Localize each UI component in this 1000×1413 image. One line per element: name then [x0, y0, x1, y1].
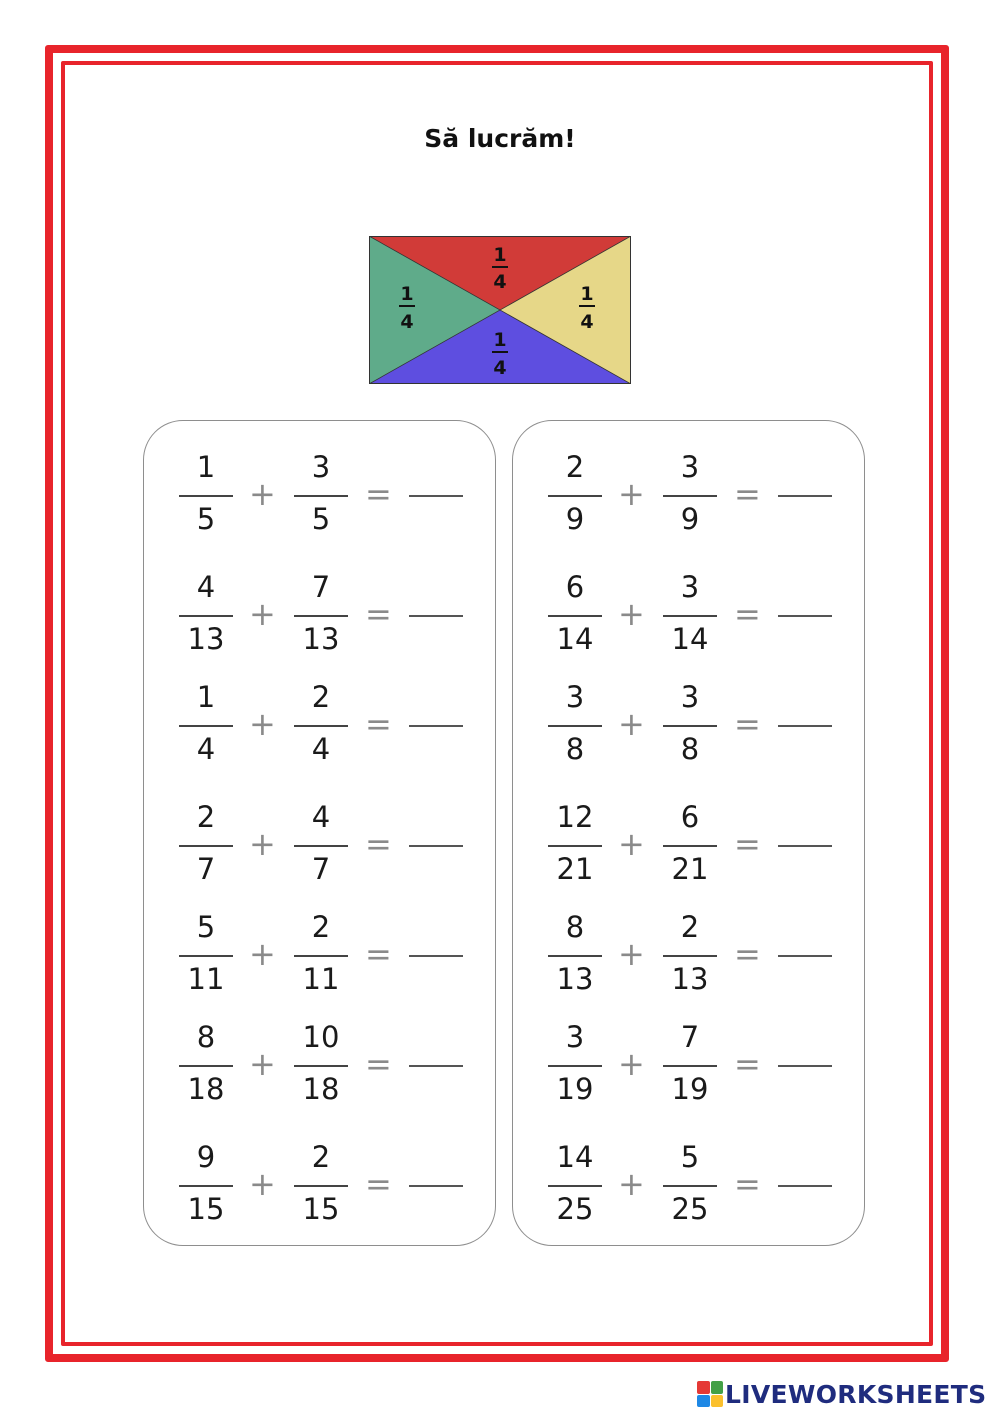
plus-sign: +	[618, 1165, 645, 1203]
equals-sign: =	[734, 705, 761, 743]
fraction-denominator: 21	[556, 852, 594, 886]
answer-blank[interactable]	[409, 725, 463, 727]
fraction-bar	[179, 955, 233, 957]
fraction-bar	[663, 495, 717, 497]
fraction-numerator: 8	[196, 1020, 216, 1054]
fraction-numerator: 8	[565, 910, 585, 944]
equals-sign: =	[734, 825, 761, 863]
fraction-denominator: 19	[556, 1072, 594, 1106]
fraction-denominator: 21	[671, 852, 709, 886]
liveworksheets-mark-icon	[697, 1381, 723, 1407]
equals-sign: =	[734, 935, 761, 973]
fraction-denominator: 25	[556, 1192, 594, 1226]
fraction-bar	[179, 845, 233, 847]
fraction-denominator: 13	[671, 962, 709, 996]
exercise-panel-right	[512, 420, 865, 1246]
fraction-denominator: 13	[556, 962, 594, 996]
diagram-label-right-den: 4	[580, 311, 594, 333]
fraction-numerator: 1	[196, 450, 216, 484]
fraction-denominator: 15	[187, 1192, 225, 1226]
fraction-denominator: 5	[196, 502, 216, 536]
fraction-numerator: 3	[565, 1020, 585, 1054]
fraction-numerator: 3	[680, 570, 700, 604]
equals-sign: =	[734, 1045, 761, 1083]
diagram-label-left-num: 1	[400, 283, 414, 305]
logo-square-red	[697, 1381, 710, 1394]
logo-square-green	[711, 1381, 724, 1394]
exercise-row	[144, 911, 495, 1011]
exercise-row	[144, 1141, 495, 1241]
fraction-bar	[548, 1185, 602, 1187]
fraction-bar	[179, 615, 233, 617]
fraction-numerator: 2	[196, 800, 216, 834]
liveworksheets-logo	[697, 1379, 986, 1409]
fraction-bar	[294, 1065, 348, 1067]
fraction-numerator: 5	[680, 1140, 700, 1174]
fraction-bar	[294, 955, 348, 957]
equals-sign: =	[365, 705, 392, 743]
plus-sign: +	[618, 825, 645, 863]
equals-sign: =	[365, 1165, 392, 1203]
answer-blank[interactable]	[778, 495, 832, 497]
fraction-denominator: 19	[671, 1072, 709, 1106]
fraction-bar	[548, 725, 602, 727]
fraction-rectangle-diagram	[369, 236, 631, 384]
fraction-numerator: 1	[196, 680, 216, 714]
fraction-numerator: 5	[196, 910, 216, 944]
exercise-row	[513, 571, 864, 671]
fraction-bar	[294, 1185, 348, 1187]
fraction-bar	[548, 495, 602, 497]
fraction-numerator: 7	[311, 570, 331, 604]
answer-blank[interactable]	[409, 615, 463, 617]
plus-sign: +	[618, 1045, 645, 1083]
fraction-denominator: 11	[302, 962, 340, 996]
fraction-numerator: 10	[302, 1020, 340, 1054]
plus-sign: +	[618, 935, 645, 973]
exercise-row	[513, 451, 864, 551]
answer-blank[interactable]	[778, 725, 832, 727]
fraction-bar	[663, 725, 717, 727]
plus-sign: +	[618, 595, 645, 633]
exercise-row	[513, 1021, 864, 1121]
fraction-denominator: 14	[671, 622, 709, 656]
diagram-label-top-num: 1	[493, 244, 507, 266]
equals-sign: =	[365, 1045, 392, 1083]
equals-sign: =	[734, 1165, 761, 1203]
plus-sign: +	[249, 595, 276, 633]
answer-blank[interactable]	[778, 1065, 832, 1067]
fraction-numerator: 4	[196, 570, 216, 604]
fraction-bar	[663, 615, 717, 617]
fraction-numerator: 3	[311, 450, 331, 484]
fraction-bar	[179, 1185, 233, 1187]
fraction-numerator: 4	[311, 800, 331, 834]
fraction-numerator: 2	[311, 680, 331, 714]
answer-blank[interactable]	[778, 1185, 832, 1187]
fraction-bar	[294, 725, 348, 727]
exercise-row	[144, 451, 495, 551]
equals-sign: =	[365, 475, 392, 513]
worksheet-title: Să lucrăm!	[424, 124, 576, 153]
equals-sign: =	[365, 825, 392, 863]
plus-sign: +	[249, 705, 276, 743]
fraction-bar	[663, 1185, 717, 1187]
plus-sign: +	[249, 475, 276, 513]
logo-square-blue	[697, 1395, 710, 1408]
fraction-denominator: 15	[302, 1192, 340, 1226]
fraction-denominator: 9	[565, 502, 585, 536]
fraction-denominator: 4	[196, 732, 216, 766]
exercise-row	[513, 801, 864, 901]
answer-blank[interactable]	[409, 845, 463, 847]
fraction-bar	[548, 845, 602, 847]
fraction-denominator: 14	[556, 622, 594, 656]
fraction-denominator: 13	[187, 622, 225, 656]
diagram-label-left-den: 4	[400, 311, 414, 333]
exercise-row	[513, 911, 864, 1011]
diagram-label-right-num: 1	[580, 283, 594, 305]
fraction-numerator: 2	[680, 910, 700, 944]
answer-blank[interactable]	[409, 495, 463, 497]
equals-sign: =	[365, 935, 392, 973]
exercise-row	[513, 1141, 864, 1241]
fraction-denominator: 5	[311, 502, 331, 536]
fraction-denominator: 25	[671, 1192, 709, 1226]
fraction-denominator: 11	[187, 962, 225, 996]
fraction-numerator: 14	[556, 1140, 594, 1174]
answer-blank[interactable]	[778, 845, 832, 847]
exercise-row	[144, 1021, 495, 1121]
fraction-denominator: 18	[187, 1072, 225, 1106]
fraction-numerator: 2	[311, 1140, 331, 1174]
exercise-row	[144, 801, 495, 901]
plus-sign: +	[249, 1045, 276, 1083]
fraction-numerator: 9	[196, 1140, 216, 1174]
answer-blank[interactable]	[778, 955, 832, 957]
answer-blank[interactable]	[409, 1065, 463, 1067]
fraction-numerator: 6	[565, 570, 585, 604]
fraction-bar	[663, 1065, 717, 1067]
answer-blank[interactable]	[778, 615, 832, 617]
fraction-denominator: 4	[311, 732, 331, 766]
plus-sign: +	[618, 475, 645, 513]
exercise-row	[144, 571, 495, 671]
fraction-numerator: 2	[565, 450, 585, 484]
fraction-bar	[548, 955, 602, 957]
equals-sign: =	[365, 595, 392, 633]
logo-square-yellow	[711, 1395, 724, 1408]
fraction-numerator: 7	[680, 1020, 700, 1054]
fraction-numerator: 3	[680, 450, 700, 484]
fraction-numerator: 12	[556, 800, 594, 834]
exercise-panel-left	[143, 420, 496, 1246]
fraction-bar	[179, 1065, 233, 1067]
fraction-denominator: 8	[680, 732, 700, 766]
fraction-denominator: 9	[680, 502, 700, 536]
fraction-bar	[294, 495, 348, 497]
fraction-numerator: 3	[565, 680, 585, 714]
fraction-bar	[294, 845, 348, 847]
equals-sign: =	[734, 595, 761, 633]
equals-sign: =	[734, 475, 761, 513]
fraction-bar	[663, 845, 717, 847]
fraction-denominator: 7	[196, 852, 216, 886]
fraction-bar	[294, 615, 348, 617]
fraction-denominator: 13	[302, 622, 340, 656]
fraction-numerator: 6	[680, 800, 700, 834]
fraction-denominator: 8	[565, 732, 585, 766]
diagram-label-top-den: 4	[493, 271, 507, 293]
fraction-numerator: 2	[311, 910, 331, 944]
plus-sign: +	[249, 825, 276, 863]
plus-sign: +	[249, 1165, 276, 1203]
plus-sign: +	[618, 705, 645, 743]
fraction-denominator: 7	[311, 852, 331, 886]
plus-sign: +	[249, 935, 276, 973]
diagram-label-bottom-den: 4	[493, 357, 507, 379]
liveworksheets-logo-text: LIVEWORKSHEETS	[725, 1379, 987, 1409]
fraction-bar	[663, 955, 717, 957]
answer-blank[interactable]	[409, 955, 463, 957]
exercise-row	[513, 681, 864, 781]
fraction-numerator: 3	[680, 680, 700, 714]
diagram-label-bottom-num: 1	[493, 329, 507, 351]
fraction-denominator: 18	[302, 1072, 340, 1106]
fraction-bar	[548, 615, 602, 617]
fraction-bar	[179, 495, 233, 497]
exercise-row	[144, 681, 495, 781]
answer-blank[interactable]	[409, 1185, 463, 1187]
fraction-bar	[179, 725, 233, 727]
fraction-bar	[548, 1065, 602, 1067]
